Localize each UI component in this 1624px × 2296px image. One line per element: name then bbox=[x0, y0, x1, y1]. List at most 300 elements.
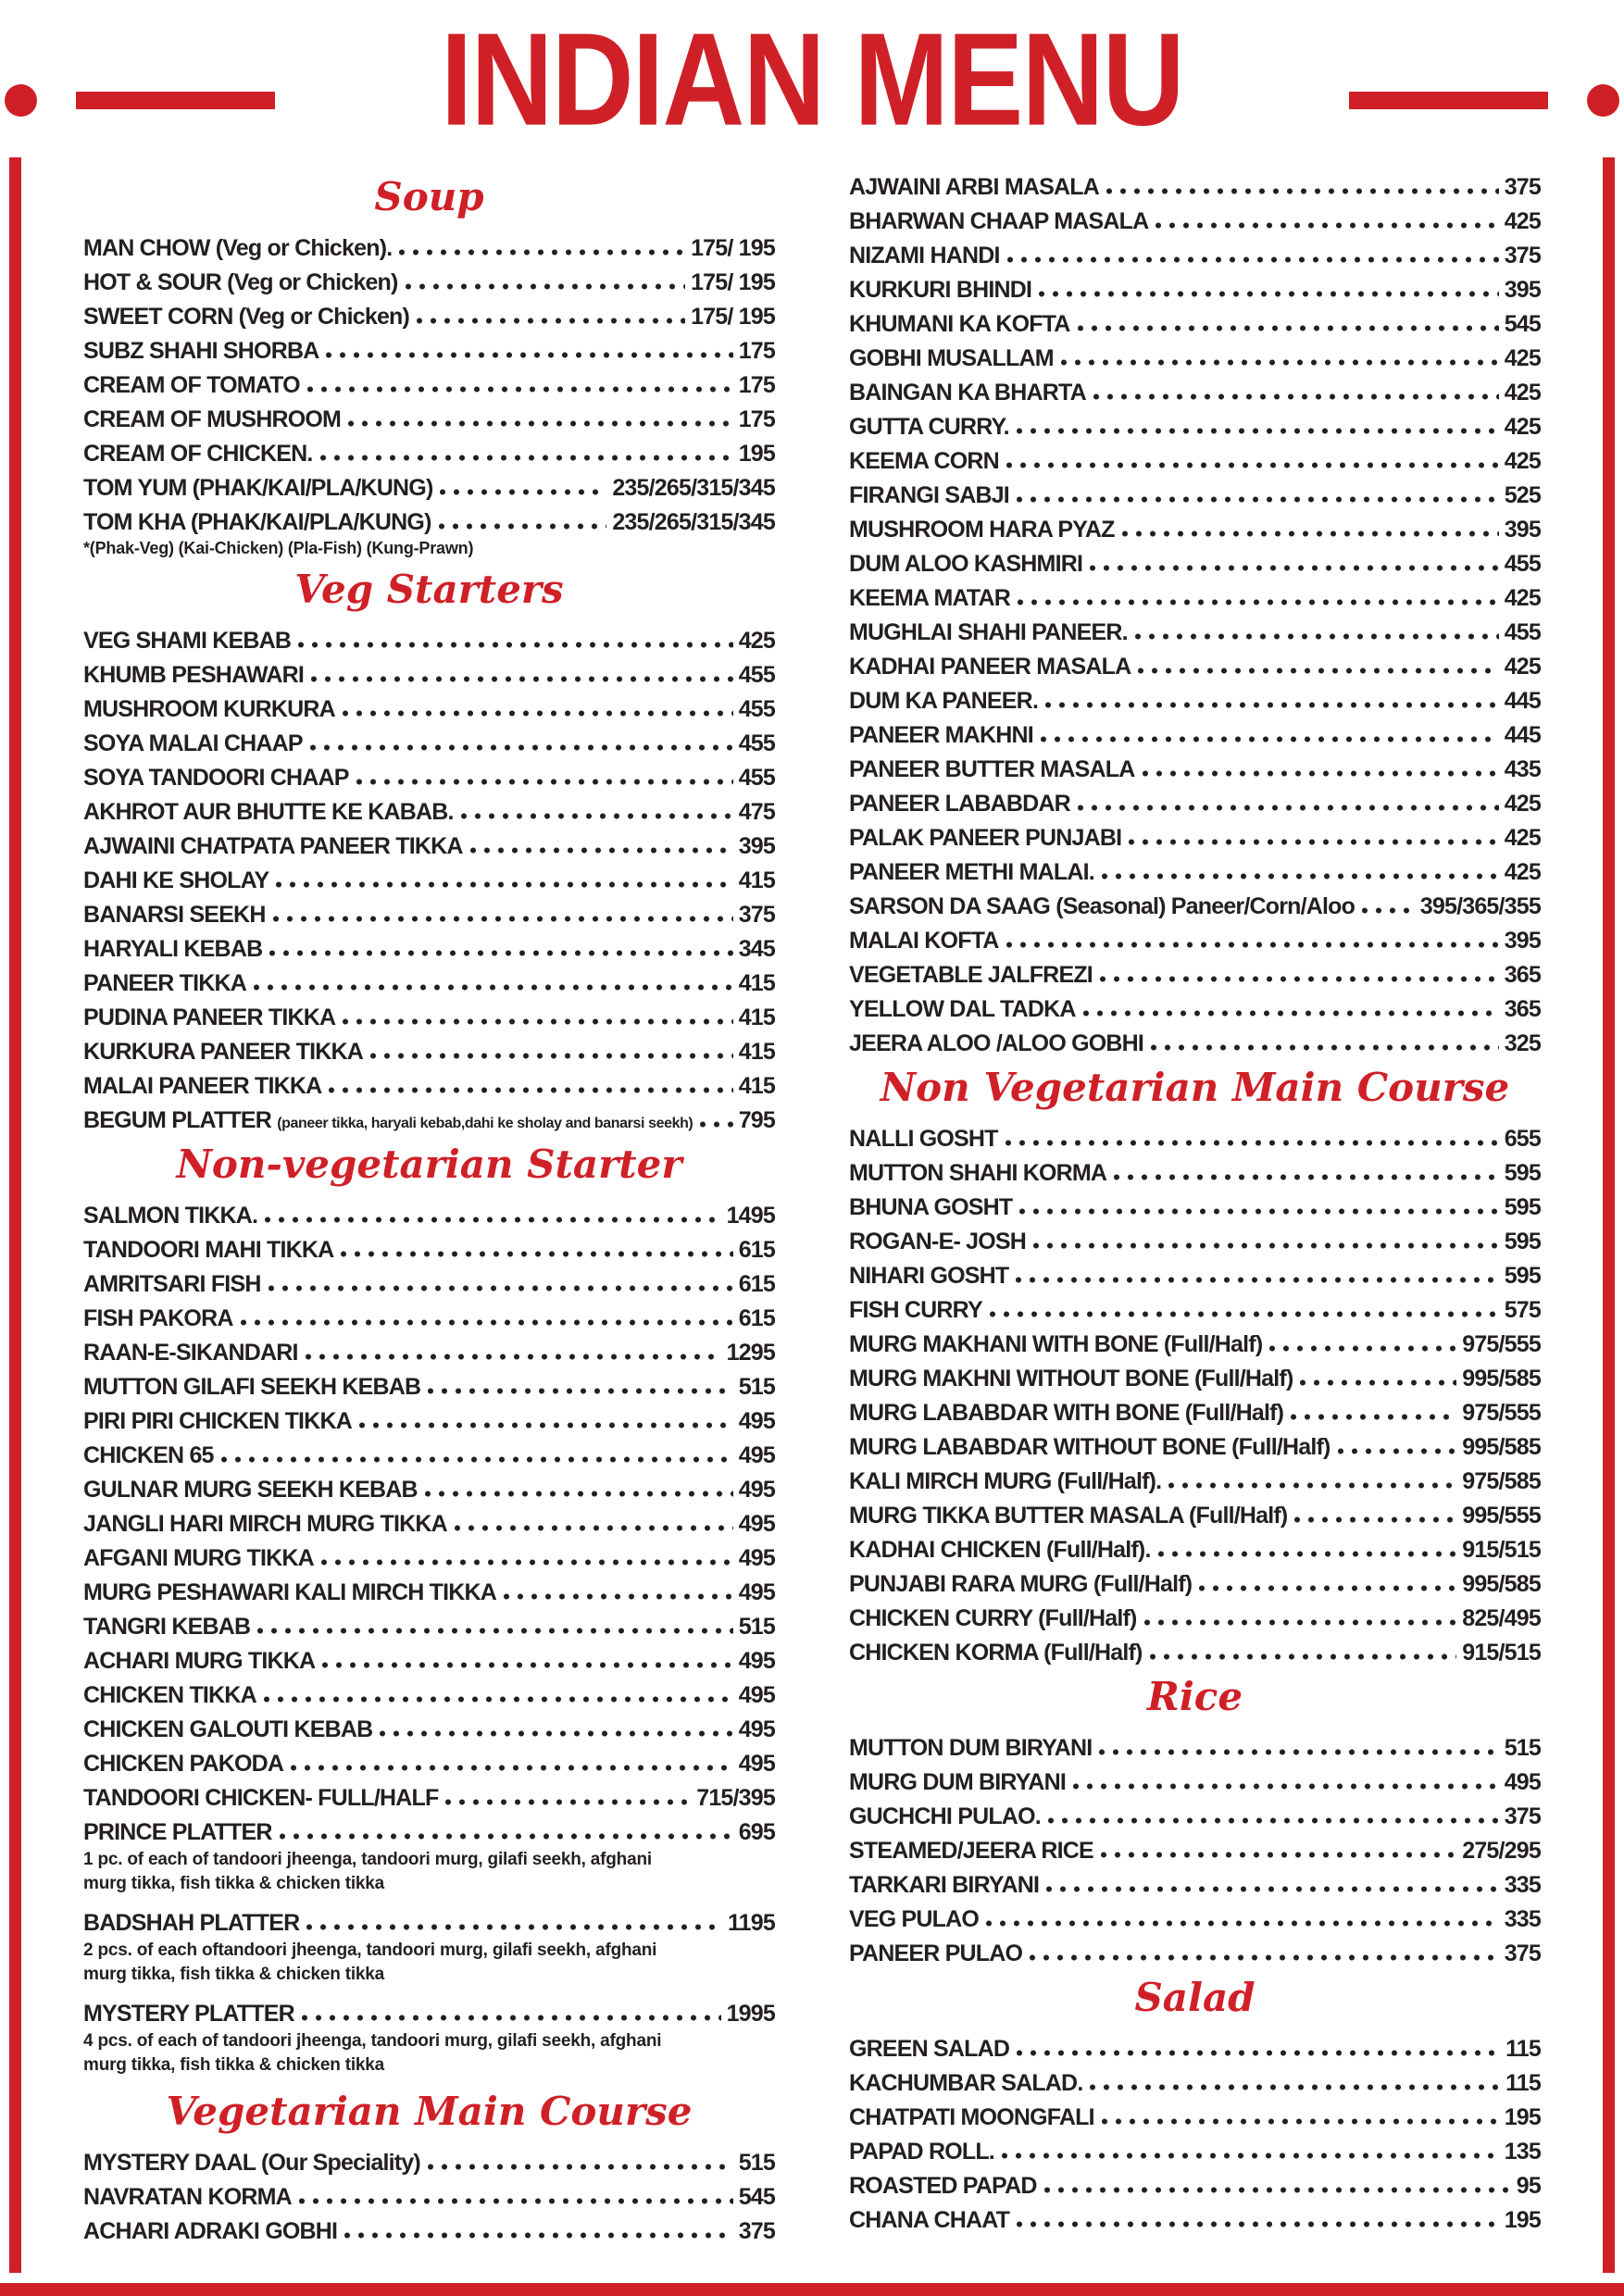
item-desc: 1 pc. of each of tandoori jheenga, tandoori murg, gilafi seekh, afghani murg tikka, fish tikka & chicken tikka bbox=[83, 1850, 652, 1893]
menu-item-row bbox=[83, 1812, 775, 1846]
dot-leader bbox=[311, 655, 733, 689]
menu-item-row bbox=[849, 304, 1541, 338]
item-name: MUTTON SHAHI KORMA bbox=[849, 1160, 1107, 1186]
item-price: 345 bbox=[738, 936, 775, 962]
dot-leader bbox=[343, 997, 732, 1031]
item-price: 375 bbox=[738, 2218, 775, 2244]
dot-leader bbox=[1006, 1118, 1499, 1153]
menu-item-row bbox=[849, 372, 1541, 406]
menu-item-row bbox=[849, 1324, 1541, 1358]
menu-item-row bbox=[849, 680, 1541, 715]
item-name: FIRANGI SABJI bbox=[849, 482, 1009, 508]
item-name: MURG LABABDAR WITH BONE (Full/Half) bbox=[849, 1400, 1284, 1426]
item-name: DUM KA PANEER. bbox=[849, 688, 1039, 714]
item-price: 175 bbox=[738, 338, 775, 364]
dot-leader bbox=[254, 963, 733, 997]
dot-leader bbox=[341, 1229, 732, 1264]
item-name: CHANA CHAAT bbox=[849, 2207, 1010, 2233]
dot-leader bbox=[1138, 646, 1498, 680]
menu-item-row bbox=[849, 1796, 1541, 1830]
dot-leader bbox=[1017, 406, 1499, 441]
item-name: JANGLI HARI MIRCH MURG TIKKA bbox=[83, 1511, 447, 1537]
item-name: TOM YUM (PHAK/KAI/PLA/KUNG) bbox=[83, 475, 433, 501]
item-price: 975/555 bbox=[1462, 1400, 1541, 1426]
item-name: SALMON TIKKA. bbox=[83, 1203, 258, 1229]
item-name: YELLOW DAL TADKA bbox=[849, 996, 1076, 1022]
dot-leader bbox=[1017, 475, 1499, 509]
dot-leader bbox=[1016, 1255, 1498, 1290]
item-price: 715/395 bbox=[696, 1785, 775, 1811]
item-price: 425 bbox=[1504, 791, 1541, 817]
item-price: 375 bbox=[1504, 1940, 1541, 1966]
item-desc: 2 pcs. of each oftandoori jheenga, tandoori murg, gilafi seekh, afghani murg tikka, fish tikka & chicken tikka bbox=[83, 1940, 657, 1984]
item-name: KURKURA PANEER TIKKA bbox=[83, 1039, 364, 1065]
dot-leader bbox=[1101, 1830, 1456, 1865]
menu-item-row bbox=[849, 201, 1541, 235]
menu-item-row bbox=[83, 1903, 775, 1937]
item-name: MUSHROOM HARA PYAZ bbox=[849, 517, 1115, 543]
item-name: MURG PESHAWARI KALI MIRCH TIKKA bbox=[83, 1579, 497, 1605]
section-title: Soup bbox=[374, 174, 484, 219]
dot-leader bbox=[1033, 1221, 1499, 1255]
item-name: AMRITSARI FISH bbox=[83, 1271, 261, 1297]
item-name: CHATPATI MOONGFALI bbox=[849, 2104, 1094, 2130]
item-name: JEERA ALOO /ALOO GOBHI bbox=[849, 1030, 1144, 1056]
item-price: 495 bbox=[1504, 1769, 1541, 1795]
item-price: 795 bbox=[738, 1107, 775, 1133]
item-name: NALLI GOSHT bbox=[849, 1126, 998, 1152]
item-price: 415 bbox=[738, 867, 775, 893]
dot-leader bbox=[322, 1641, 732, 1675]
dot-leader bbox=[1150, 1632, 1457, 1666]
menu-item-row bbox=[83, 1641, 775, 1675]
menu-column-2 bbox=[849, 167, 1541, 2270]
item-price: 545 bbox=[738, 2184, 775, 2210]
item-price: 175/ 195 bbox=[691, 235, 775, 261]
menu-item-row bbox=[849, 1632, 1541, 1666]
dot-leader bbox=[1158, 1529, 1457, 1564]
item-price: 455 bbox=[1504, 619, 1541, 645]
item-name: PANEER MAKHNI bbox=[849, 722, 1033, 748]
dot-leader bbox=[348, 399, 733, 433]
menu-item-row bbox=[849, 1728, 1541, 1762]
menu-item-row bbox=[83, 792, 775, 826]
item-price: 95 bbox=[1516, 2173, 1541, 2199]
item-name: VEG SHAMI KEBAB bbox=[83, 628, 292, 654]
menu-item-row bbox=[83, 1675, 775, 1709]
menu-item-row bbox=[849, 612, 1541, 646]
dot-leader bbox=[1017, 2028, 1500, 2063]
item-price: 395 bbox=[1504, 277, 1541, 303]
dot-leader bbox=[273, 894, 733, 929]
dot-leader bbox=[1099, 1728, 1498, 1762]
dot-leader bbox=[1168, 1461, 1456, 1495]
menu-item-row bbox=[849, 852, 1541, 886]
item-price: 235/265/315/345 bbox=[612, 509, 775, 535]
menu-item-row bbox=[849, 1461, 1541, 1495]
menu-item-row bbox=[83, 468, 775, 502]
item-name: KHUMANI KA KOFTA bbox=[849, 311, 1070, 337]
item-name: STEAMED/JEERA RICE bbox=[849, 1838, 1093, 1864]
section-title: Non Vegetarian Main Course bbox=[880, 1065, 1510, 1110]
menu-item-row bbox=[849, 2028, 1541, 2063]
menu-item-row bbox=[83, 1066, 775, 1100]
item-name: FISH PAKORA bbox=[83, 1305, 233, 1331]
dot-leader bbox=[1093, 372, 1499, 406]
menu-item-row bbox=[83, 963, 775, 997]
item-name: MAN CHOW (Veg or Chicken). bbox=[83, 235, 393, 261]
item-price: 995/585 bbox=[1462, 1366, 1541, 1391]
item-name: ROASTED PAPAD bbox=[849, 2173, 1037, 2199]
menu-item-row bbox=[83, 1100, 775, 1134]
item-price: 175 bbox=[738, 372, 775, 398]
menu-item-row bbox=[83, 1332, 775, 1366]
dot-leader bbox=[1144, 1598, 1457, 1632]
item-price: 1195 bbox=[727, 1910, 775, 1936]
item-name: SUBZ SHAHI SHORBA bbox=[83, 338, 319, 364]
dot-leader bbox=[1114, 1153, 1499, 1187]
dot-leader bbox=[1300, 1358, 1456, 1392]
item-name: BADSHAH PLATTER bbox=[83, 1910, 300, 1936]
menu-item-row bbox=[849, 1358, 1541, 1392]
item-name: FISH CURRY bbox=[849, 1297, 982, 1323]
item-name: CHICKEN 65 bbox=[83, 1442, 214, 1468]
dot-leader bbox=[343, 689, 733, 723]
item-name: PIRI PIRI CHICKEN TIKKA bbox=[83, 1408, 352, 1434]
item-name: CREAM OF CHICKEN. bbox=[83, 441, 313, 467]
item-price: 515 bbox=[738, 1614, 775, 1640]
item-price: 425 bbox=[1504, 654, 1541, 680]
item-name: MURG DUM BIRYANI bbox=[849, 1769, 1066, 1795]
item-name: GREEN SALAD bbox=[849, 2036, 1010, 2062]
item-price: 915/515 bbox=[1462, 1537, 1541, 1563]
item-name: KHUMB PESHAWARI bbox=[83, 662, 305, 688]
item-name: MURG MAKHNI WITHOUT BONE (Full/Half) bbox=[849, 1366, 1293, 1391]
menu-item-row bbox=[849, 1255, 1541, 1290]
dot-leader bbox=[306, 1332, 721, 1366]
item-price: 455 bbox=[738, 730, 775, 756]
bottom-border-bar bbox=[0, 2283, 1624, 2296]
item-name: SWEET CORN (Veg or Chicken) bbox=[83, 304, 410, 330]
menu-item-row bbox=[83, 296, 775, 331]
section-title: Vegetarian Main Course bbox=[166, 2089, 693, 2134]
dot-leader bbox=[1078, 304, 1499, 338]
item-price: 235/265/315/345 bbox=[612, 475, 775, 501]
menu-item-row bbox=[849, 886, 1541, 920]
menu-item-row bbox=[83, 2142, 775, 2177]
item-name: VEG PULAO bbox=[849, 1906, 980, 1932]
item-price: 175 bbox=[738, 406, 775, 432]
item-price: 335 bbox=[1504, 1872, 1541, 1898]
left-border-bar bbox=[9, 157, 21, 2273]
item-price: 475 bbox=[738, 799, 775, 825]
item-price: 455 bbox=[738, 696, 775, 722]
item-name: PANEER BUTTER MASALA bbox=[849, 756, 1135, 782]
menu-item-row bbox=[83, 1572, 775, 1606]
item-name: TANGRI KEBAB bbox=[83, 1614, 251, 1640]
dot-leader bbox=[241, 1298, 733, 1332]
item-price: 495 bbox=[738, 1545, 775, 1571]
item-name: CHICKEN TIKKA bbox=[83, 1682, 256, 1708]
item-price: 395/365/355 bbox=[1419, 893, 1541, 919]
dot-leader bbox=[1007, 235, 1499, 269]
menu-columns bbox=[83, 167, 1541, 2270]
item-price: 425 bbox=[1504, 345, 1541, 371]
dot-leader bbox=[1090, 2063, 1500, 2097]
menu-item-row bbox=[83, 399, 775, 433]
dot-leader bbox=[302, 1993, 721, 2028]
menu-item-row bbox=[849, 749, 1541, 783]
dot-leader bbox=[1143, 749, 1499, 783]
menu-item-row bbox=[83, 262, 775, 296]
page-title bbox=[0, 5, 1624, 154]
item-price: 455 bbox=[1504, 551, 1541, 577]
menu-item-row bbox=[83, 1366, 775, 1401]
dot-leader bbox=[1291, 1392, 1456, 1427]
item-price: 915/515 bbox=[1462, 1640, 1541, 1666]
menu-item-row bbox=[83, 1606, 775, 1641]
menu-item-row bbox=[849, 475, 1541, 509]
page-title-text: INDIAN MENU bbox=[441, 5, 1183, 154]
item-price: 1495 bbox=[726, 1203, 775, 1229]
menu-item-row bbox=[83, 860, 775, 894]
item-name: BHARWAN CHAAP MASALA bbox=[849, 208, 1149, 234]
item-name: GULNAR MURG SEEKH KEBAB bbox=[83, 1477, 418, 1503]
item-price: 375 bbox=[1504, 174, 1541, 200]
menu-item-row bbox=[83, 433, 775, 468]
dot-leader bbox=[306, 1903, 722, 1937]
item-name: ACHARI MURG TIKKA bbox=[83, 1648, 316, 1674]
item-price: 425 bbox=[1504, 448, 1541, 474]
menu-item-row bbox=[83, 2211, 775, 2245]
item-name: HOT & SOUR (Veg or Chicken) bbox=[83, 269, 398, 295]
dot-leader bbox=[1045, 680, 1499, 715]
item-price: 115 bbox=[1505, 2036, 1541, 2062]
item-price: 575 bbox=[1504, 1297, 1541, 1323]
item-price: 975/585 bbox=[1462, 1468, 1541, 1494]
dot-leader bbox=[1073, 1762, 1499, 1796]
item-name: TARKARI BIRYANI bbox=[849, 1872, 1040, 1898]
dot-leader bbox=[1100, 955, 1499, 989]
item-price: 425 bbox=[1504, 414, 1541, 440]
item-price: 495 bbox=[738, 1751, 775, 1777]
item-name: NIZAMI HANDI bbox=[849, 243, 1000, 268]
item-price: 495 bbox=[738, 1408, 775, 1434]
dot-leader bbox=[269, 1264, 733, 1298]
menu-item-row bbox=[849, 1899, 1541, 1933]
dot-leader bbox=[276, 860, 732, 894]
item-name: TOM KHA (PHAK/KAI/PLA/KUNG) bbox=[83, 509, 431, 535]
menu-item-row bbox=[83, 689, 775, 723]
item-name: BANARSI SEEKH bbox=[83, 902, 266, 928]
menu-item-row bbox=[83, 757, 775, 792]
dot-leader bbox=[700, 1100, 732, 1134]
menu-item-row bbox=[849, 441, 1541, 475]
item-price: 395 bbox=[1504, 928, 1541, 954]
item-name: SOYA TANDOORI CHAAP bbox=[83, 765, 349, 791]
item-price: 615 bbox=[738, 1305, 775, 1331]
item-name: AKHROT AUR BHUTTE KE KABAB. bbox=[83, 799, 454, 825]
dot-leader bbox=[399, 228, 685, 262]
item-name: PUDINA PANEER TIKKA bbox=[83, 1004, 336, 1030]
item-price: 445 bbox=[1504, 722, 1541, 748]
menu-item-row bbox=[83, 2177, 775, 2211]
dot-leader bbox=[440, 468, 606, 502]
item-name: AJWAINI CHATPATA PANEER TIKKA bbox=[83, 833, 463, 859]
menu-item-row bbox=[849, 1598, 1541, 1632]
item-name: BAINGAN KA BHARTA bbox=[849, 380, 1086, 406]
item-price: 525 bbox=[1504, 482, 1541, 508]
item-name: TANDOORI MAHI TIKKA bbox=[83, 1237, 334, 1263]
dot-leader bbox=[356, 757, 733, 792]
dot-leader bbox=[370, 1031, 733, 1066]
item-price: 425 bbox=[1504, 208, 1541, 234]
item-name: PANEER METHI MALAI. bbox=[849, 859, 1094, 885]
item-name: ACHARI ADRAKI GOBHI bbox=[83, 2218, 338, 2244]
menu-item-row bbox=[849, 1221, 1541, 1255]
menu-item-row bbox=[849, 1529, 1541, 1564]
dot-leader bbox=[428, 1366, 732, 1401]
item-name: PUNJABI RARA MURG (Full/Half) bbox=[849, 1571, 1193, 1597]
menu-item-row bbox=[83, 655, 775, 689]
menu-item-row bbox=[849, 1187, 1541, 1221]
dot-leader bbox=[417, 296, 685, 331]
dot-leader bbox=[1061, 338, 1499, 372]
dot-leader bbox=[1078, 783, 1499, 817]
dot-leader bbox=[1106, 167, 1499, 201]
menu-item-row bbox=[849, 1392, 1541, 1427]
dot-leader bbox=[990, 1290, 1499, 1324]
dot-leader bbox=[1199, 1564, 1456, 1598]
item-name: GUTTA CURRY. bbox=[849, 414, 1009, 440]
dot-leader bbox=[1102, 852, 1499, 886]
dot-leader bbox=[320, 433, 733, 468]
item-price: 375 bbox=[1504, 243, 1541, 268]
menu-item-row bbox=[849, 1427, 1541, 1461]
item-name: MUTTON DUM BIRYANI bbox=[849, 1735, 1093, 1761]
menu-item-row bbox=[849, 646, 1541, 680]
item-name: KACHUMBAR SALAD. bbox=[849, 2070, 1083, 2096]
item-name: TANDOORI CHICKEN- FULL/HALF bbox=[83, 1785, 439, 1811]
menu-item-row bbox=[83, 826, 775, 860]
dot-leader bbox=[299, 2177, 733, 2211]
dot-leader bbox=[1269, 1324, 1456, 1358]
item-name: MURG TIKKA BUTTER MASALA (Full/Half) bbox=[849, 1503, 1288, 1529]
menu-item-row bbox=[83, 1195, 775, 1229]
dot-leader bbox=[1039, 269, 1499, 304]
item-price: 995/555 bbox=[1462, 1503, 1541, 1529]
menu-item-row bbox=[849, 543, 1541, 578]
dot-leader bbox=[1030, 1933, 1499, 1967]
menu-item-row bbox=[83, 1743, 775, 1778]
item-price: 1995 bbox=[726, 2001, 775, 2027]
item-price: 515 bbox=[738, 1374, 775, 1400]
menu-item-row bbox=[849, 715, 1541, 749]
item-price: 495 bbox=[738, 1511, 775, 1537]
menu-item-row bbox=[83, 1229, 775, 1264]
item-price: 335 bbox=[1504, 1906, 1541, 1932]
dot-leader bbox=[470, 826, 733, 860]
dot-leader bbox=[1156, 201, 1498, 235]
item-price: 615 bbox=[738, 1271, 775, 1297]
menu-item-row bbox=[849, 1830, 1541, 1865]
item-price: 415 bbox=[738, 1073, 775, 1099]
item-name: PRINCE PLATTER bbox=[83, 1819, 272, 1845]
item-price: 495 bbox=[738, 1442, 775, 1468]
item-price: 515 bbox=[738, 2150, 775, 2176]
item-price: 195 bbox=[738, 441, 775, 467]
dot-leader bbox=[1041, 715, 1499, 749]
menu-item-row bbox=[849, 338, 1541, 372]
item-price: 325 bbox=[1504, 1030, 1541, 1056]
dot-leader bbox=[1151, 1023, 1499, 1057]
dot-leader bbox=[280, 1812, 733, 1846]
item-name: MUSHROOM KURKURA bbox=[83, 696, 335, 722]
item-name: CHICKEN GALOUTI KEBAB bbox=[83, 1716, 373, 1742]
menu-item-row bbox=[849, 2131, 1541, 2165]
item-price: 995/585 bbox=[1462, 1571, 1541, 1597]
menu-item-row bbox=[849, 920, 1541, 955]
item-name: DAHI KE SHOLAY bbox=[83, 867, 269, 893]
menu-item-row bbox=[83, 723, 775, 757]
item-price: 275/295 bbox=[1462, 1838, 1541, 1864]
dot-leader bbox=[1046, 1865, 1499, 1899]
item-price: 375 bbox=[738, 902, 775, 928]
item-price: 365 bbox=[1504, 996, 1541, 1022]
dot-leader bbox=[265, 1195, 720, 1229]
item-name: KADHAI PANEER MASALA bbox=[849, 654, 1131, 680]
item-price: 425 bbox=[1504, 380, 1541, 406]
item-price: 195 bbox=[1504, 2104, 1541, 2130]
section-title: Salad bbox=[1134, 1975, 1255, 2020]
item-name: AFGANI MURG TIKKA bbox=[83, 1545, 314, 1571]
item-price: 495 bbox=[738, 1648, 775, 1674]
dot-leader bbox=[406, 262, 686, 296]
item-price: 365 bbox=[1504, 962, 1541, 988]
menu-item-row bbox=[849, 509, 1541, 543]
menu-item-row bbox=[83, 228, 775, 262]
item-name: CHICKEN KORMA (Full/Half) bbox=[849, 1640, 1143, 1666]
menu-item-row bbox=[849, 1564, 1541, 1598]
menu-item-row bbox=[849, 2165, 1541, 2200]
dot-leader bbox=[380, 1709, 732, 1743]
item-name: NAVRATAN KORMA bbox=[83, 2184, 292, 2210]
item-name: MYSTERY DAAL (Our Speciality) bbox=[83, 2150, 420, 2176]
dot-leader bbox=[1017, 2200, 1499, 2234]
item-price: 175/ 195 bbox=[691, 269, 775, 295]
item-price: 115 bbox=[1505, 2070, 1541, 2096]
menu-item-row bbox=[83, 1993, 775, 2028]
item-name: MUGHLAI SHAHI PANEER. bbox=[849, 619, 1128, 645]
menu-item-row bbox=[83, 1298, 775, 1332]
dot-leader bbox=[461, 792, 733, 826]
item-price: 595 bbox=[1504, 1263, 1541, 1289]
menu-item-row bbox=[83, 929, 775, 963]
menu-item-row bbox=[83, 1401, 775, 1435]
section-title: Non-vegetarian Starter bbox=[176, 1142, 682, 1187]
dot-leader bbox=[1002, 2131, 1499, 2165]
item-price: 445 bbox=[1504, 688, 1541, 714]
menu-item-row bbox=[849, 1865, 1541, 1899]
item-price: 545 bbox=[1504, 311, 1541, 337]
dot-leader bbox=[1083, 989, 1499, 1023]
item-price: 655 bbox=[1504, 1126, 1541, 1152]
menu-item-row bbox=[83, 997, 775, 1031]
menu-item-row bbox=[849, 989, 1541, 1023]
menu-item-row bbox=[849, 1118, 1541, 1153]
dot-leader bbox=[298, 620, 733, 655]
item-price: 135 bbox=[1504, 2139, 1541, 2165]
